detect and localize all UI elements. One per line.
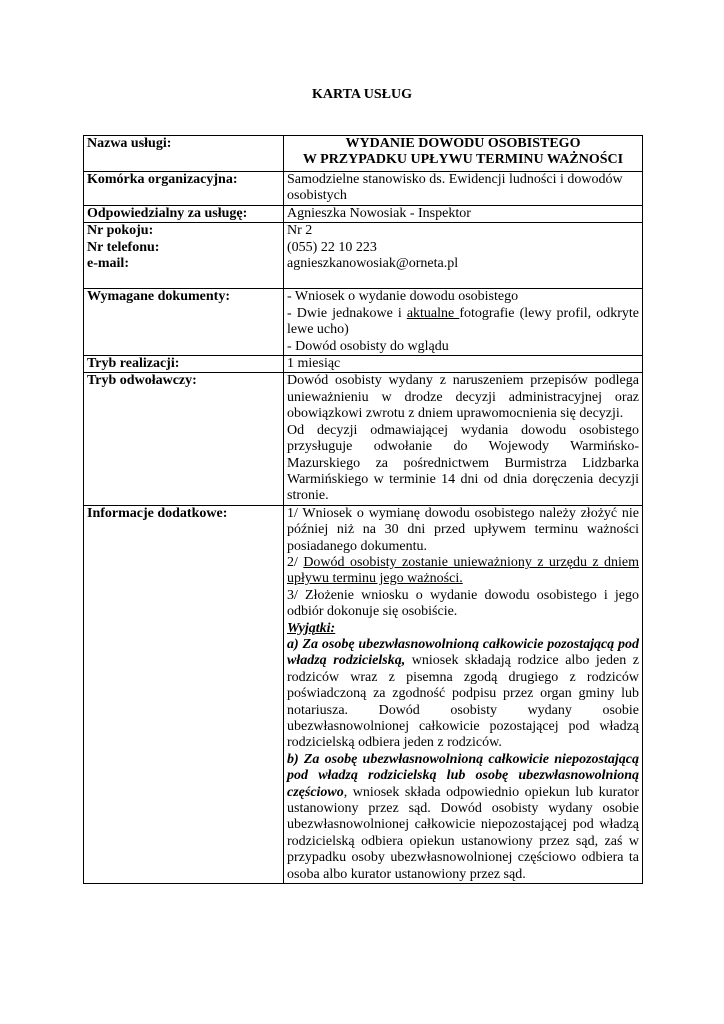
value-email: agnieszkanowosiak@orneta.pl	[287, 256, 459, 272]
label-unit: Komórka organizacyjna:	[84, 172, 284, 206]
service-card-table	[83, 135, 643, 884]
additional-paragraph-3: 3/ Złożenie wniosku o wydanie dowodu osobistego i jego odbiór dokonuje się osobiście.	[287, 587, 639, 620]
row-documents	[84, 289, 643, 356]
label-email: e-mail:	[87, 256, 129, 272]
value-responsible: Agnieszka Nowosiak - Inspektor	[284, 205, 643, 222]
value-service-name	[284, 136, 643, 172]
row-service-name	[84, 136, 643, 172]
row-unit	[84, 172, 643, 206]
exception-a-bold: a) Za osobę ubezwłasnowolnioną całkowicie pozostającą pod władzą rodzicielską,	[287, 636, 639, 669]
value-documents	[284, 289, 643, 356]
appeal-paragraph-2: Od decyzji odmawiającej wydania dowodu osobistego przysługuje odwołanie do Wojewody Warmińsko-Mazurskiego za pośrednictwem Burmistrza Lidzbarka Warmińskiego w terminie 14 dni od dnia doręczenia decyzji stronie.	[287, 422, 639, 504]
service-name-line2: W PRZYPADKU UPŁYWU TERMINU WAŻNOŚCI	[302, 152, 624, 168]
value-room: Nr 2	[287, 223, 313, 239]
additional-paragraph-1: 1/ Wniosek o wymianę dowodu osobistego należy złożyć nie później niż na 30 dni przed upływem terminu ważności posiadanego dokumentu.	[287, 505, 639, 554]
row-additional	[84, 505, 643, 883]
row-responsible	[84, 205, 643, 222]
exception-b	[287, 752, 639, 883]
document-item-2	[287, 306, 639, 339]
label-contact	[84, 223, 284, 289]
document-title: KARTA USŁUG	[312, 87, 412, 102]
label-additional: Informacje dodatkowe:	[84, 505, 284, 883]
document-item-1: - Wniosek o wydanie dowodu osobistego	[287, 289, 519, 305]
value-appeal	[284, 373, 643, 505]
value-mode: 1 miesiąc	[284, 356, 643, 373]
row-mode	[84, 356, 643, 373]
exception-b-bold: b) Za osobę ubezwłasnowolnioną całkowicie niepozostającą pod władzą rodzicielską lub osobę ubezwłasnowolnioną częściowo	[287, 751, 639, 800]
label-mode: Tryb realizacji:	[84, 356, 284, 373]
additional-paragraph-2	[287, 555, 639, 588]
label-appeal: Tryb odwoławczy:	[84, 373, 284, 505]
label-service-name: Nazwa usługi:	[84, 136, 284, 172]
row-contact	[84, 223, 643, 289]
document-item-3: - Dowód osobisty do wglądu	[287, 338, 449, 354]
value-additional	[284, 505, 643, 883]
document-item-2-start: - Dwie jednakowe i	[287, 305, 407, 321]
exception-b-text: , wniosek składa odpowiednio opiekun lub kurator ustanowiony przez sąd. Dowód osobisty wydany osobie ubezwłasnowolnionej całkowicie niepozostającej pod władzą rodzicielską odbiera opiekun ustanowiony przez sąd, zaś w przypadku osoby ubezwłasnowolnionej częściowo odbiera ta osoba albo kurator ustanowiony przez sąd.	[287, 784, 639, 882]
exception-a	[287, 637, 639, 752]
additional-paragraph-2-underlined: Dowód osobisty zostanie unieważniony z urzędu z dniem upływu terminu jego ważności.	[287, 554, 640, 587]
service-name-line1: WYDANIE DOWODU OSOBISTEGO	[345, 136, 581, 151]
value-phone: (055) 22 10 223	[287, 239, 377, 255]
exceptions-heading: Wyjątki:	[287, 620, 336, 636]
row-appeal	[84, 373, 643, 505]
label-room: Nr pokoju:	[87, 223, 154, 239]
value-unit: Samodzielne stanowisko ds. Ewidencji ludności i dowodów osobistych	[284, 172, 643, 206]
label-responsible: Odpowiedzialny za usługę:	[84, 205, 284, 222]
appeal-paragraph-1: Dowód osobisty wydany z naruszeniem przepisów podlega unieważnieniu w drodze decyzji administracyjnej oraz obowiązkowi zwrotu z dniem uprawomocnienia się decyzji.	[287, 373, 639, 422]
label-phone: Nr telefonu:	[87, 239, 160, 255]
label-documents: Wymagane dokumenty:	[84, 289, 284, 356]
document-item-2-end: fotografie (lewy profil, odkryte lewe ucho)	[287, 305, 639, 338]
exception-a-text: wniosek składają rodzice albo jeden z rodziców wraz z pisemna zgodą drugiego z rodziców poświadczoną za zgodność podpisu przez organ gminy lub notariusza. Dowód osobisty wydany osobie ubezwłasnowolnionej całkowicie pozostającej pod władzą rodzicielską odbiera jeden z rodziców.	[287, 653, 640, 751]
value-contact	[284, 223, 643, 289]
additional-paragraph-2-prefix: 2/	[287, 554, 304, 570]
document-item-2-underlined: aktualne	[406, 305, 460, 321]
